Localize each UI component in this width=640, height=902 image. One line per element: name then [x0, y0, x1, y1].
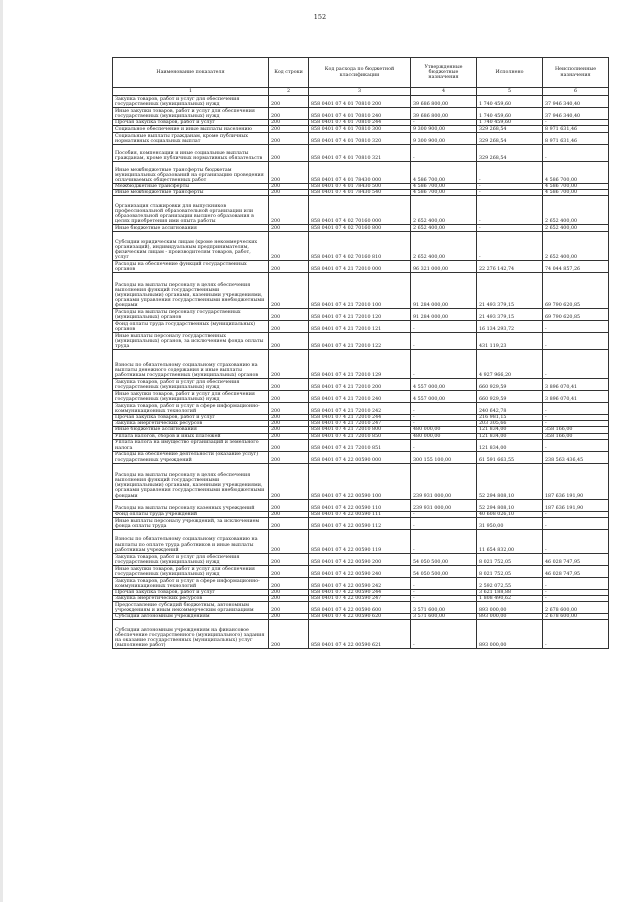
row-line-code: 200 — [269, 145, 309, 162]
row-executed: 203 305,66 — [477, 421, 543, 427]
row-unexecuted: 4 586 700,00 — [543, 184, 609, 190]
row-approved: 480 000,00 — [411, 427, 477, 433]
row-line-code: 200 — [269, 108, 309, 120]
row-unexecuted: 69 790 620,85 — [543, 309, 609, 321]
row-line-code: 200 — [269, 589, 309, 595]
row-name: Расходы на выплаты персоналу в целях обеспечения выполнения функций государственными (муниципальными) органами, казенными учреждениями, органами управления государственными внебюджетными фондами — [113, 273, 269, 309]
row-unexecuted: - — [543, 511, 609, 517]
table-body — [113, 96, 609, 649]
table-row — [113, 620, 609, 649]
row-line-code: 200 — [269, 126, 309, 133]
row-executed: 121 834,00 — [477, 427, 543, 433]
row-executed: 893 000,00 — [477, 613, 543, 619]
row-budget-code: 858 0401 07 4 21 72010 120 — [309, 309, 411, 321]
row-unexecuted: 4 586 700,00 — [543, 190, 609, 196]
row-executed: 21 493 379,15 — [477, 273, 543, 309]
row-executed: 1 740 459,60 — [477, 108, 543, 120]
row-executed: 3 621 188,88 — [477, 589, 543, 595]
row-name: Организация стажировки для выпускников профессиональной образовательной организации или образовательной организации высшего образования в целях приобретения ими опыта работы — [113, 196, 269, 225]
row-line-code: 200 — [269, 162, 309, 184]
row-line-code: 200 — [269, 261, 309, 273]
row-approved: 4 557 000,00 — [411, 391, 477, 403]
row-approved: - — [411, 577, 477, 589]
table-row — [113, 565, 609, 577]
row-approved: 9 300 900,00 — [411, 126, 477, 133]
row-approved: 239 931 000,00 — [411, 499, 477, 511]
row-line-code: 200 — [269, 350, 309, 379]
row-budget-code: 858 0401 07 4 22 00590 247 — [309, 595, 411, 601]
row-line-code: 200 — [269, 463, 309, 499]
row-unexecuted: - — [543, 517, 609, 529]
header-line-code: Код строки — [269, 58, 309, 88]
row-executed: 329 268,54 — [477, 145, 543, 162]
table-row — [113, 232, 609, 261]
table-row — [113, 196, 609, 225]
row-line-code: 200 — [269, 517, 309, 529]
row-budget-code: 858 0401 07 4 22 00590 110 — [309, 499, 411, 511]
row-name: Взносы по обязательному социальному страхованию на выплаты по оплате труда работников и иные выплаты работникам учреждений — [113, 529, 269, 553]
row-budget-code: 858 0401 07 4 01 70810 320 — [309, 133, 411, 145]
table-row — [113, 439, 609, 451]
row-budget-code: 858 0401 07 4 21 72010 122 — [309, 333, 411, 350]
row-executed: 216 981,15 — [477, 415, 543, 421]
row-budget-code: 858 0401 07 4 01 70810 240 — [309, 108, 411, 120]
row-unexecuted: 37 946 340,40 — [543, 96, 609, 108]
row-name: Иные закупки товаров, работ и услуг для обеспечения государственных (муниципальных) нужд — [113, 108, 269, 120]
row-executed: 52 294 808,10 — [477, 463, 543, 499]
row-budget-code: 858 0401 07 4 21 72010 850 — [309, 433, 411, 439]
row-executed: 8 021 752,05 — [477, 553, 543, 565]
row-unexecuted: 74 044 857,26 — [543, 261, 609, 273]
row-name: Иные бюджетные ассигнования — [113, 225, 269, 232]
row-approved: 4 586 700,00 — [411, 162, 477, 184]
row-name: Межбюджетные трансферты — [113, 184, 269, 190]
row-approved: 3 571 600,00 — [411, 601, 477, 613]
scan-edge — [0, 0, 3, 902]
row-executed: - — [477, 196, 543, 225]
row-budget-code: 858 0401 07 4 02 70160 810 — [309, 232, 411, 261]
row-executed: - — [477, 225, 543, 232]
row-unexecuted: 3 896 070,41 — [543, 379, 609, 391]
budget-execution-table — [112, 57, 609, 649]
row-line-code: 200 — [269, 439, 309, 451]
row-approved: 91 284 000,00 — [411, 309, 477, 321]
row-unexecuted: 8 971 631,46 — [543, 133, 609, 145]
row-unexecuted: 238 563 436,45 — [543, 451, 609, 463]
row-line-code: 200 — [269, 96, 309, 108]
row-budget-code: 858 0401 07 4 22 00590 000 — [309, 451, 411, 463]
row-budget-code: 858 0401 07 4 22 00590 244 — [309, 589, 411, 595]
row-executed: - — [477, 184, 543, 190]
row-budget-code: 858 0401 07 4 22 00590 100 — [309, 463, 411, 499]
table-row — [113, 145, 609, 162]
row-approved: - — [411, 415, 477, 421]
row-name: Закупка товаров, работ и услуг для обеспечения государственных (муниципальных) нужд — [113, 379, 269, 391]
row-executed: 2 592 072,55 — [477, 577, 543, 589]
row-budget-code: 858 0401 07 4 21 72010 121 — [309, 321, 411, 333]
row-approved: - — [411, 145, 477, 162]
row-approved: - — [411, 421, 477, 427]
row-approved: 9 300 900,00 — [411, 133, 477, 145]
table-row — [113, 126, 609, 133]
row-unexecuted: 69 790 620,85 — [543, 273, 609, 309]
row-name: Закупка энергетических ресурсов — [113, 421, 269, 427]
row-executed: 4 927 966,20 — [477, 350, 543, 379]
row-executed: 121 834,00 — [477, 439, 543, 451]
row-line-code: 200 — [269, 421, 309, 427]
row-line-code: 200 — [269, 333, 309, 350]
row-budget-code: 858 0401 07 4 21 72010 000 — [309, 261, 411, 273]
row-unexecuted: 187 636 191,90 — [543, 463, 609, 499]
row-name: Уплата налогов, сборов и иных платежей — [113, 433, 269, 439]
row-line-code: 200 — [269, 620, 309, 649]
row-name: Фонд оплаты труда государственных (муниципальных) органов — [113, 321, 269, 333]
row-unexecuted: 46 028 747,95 — [543, 565, 609, 577]
row-approved: - — [411, 439, 477, 451]
row-name: Закупка товаров, работ и услуг для обеспечения государственных (муниципальных) нужд — [113, 553, 269, 565]
row-name: Прочая закупка товаров, работ и услуг — [113, 589, 269, 595]
row-budget-code: 858 0401 07 4 21 72010 247 — [309, 421, 411, 427]
row-executed: 52 294 808,10 — [477, 499, 543, 511]
row-executed: - — [477, 232, 543, 261]
row-name: Прочая закупка товаров, работ и услуг — [113, 120, 269, 126]
column-index: 3 — [309, 88, 411, 96]
row-unexecuted: 4 586 700,00 — [543, 162, 609, 184]
row-approved: 480 000,00 — [411, 433, 477, 439]
table-row — [113, 133, 609, 145]
row-name: Иные выплаты персоналу учреждений, за исключением фонда оплаты труда — [113, 517, 269, 529]
row-line-code: 200 — [269, 595, 309, 601]
row-name: Расходы на обеспечение функций государственных органов — [113, 261, 269, 273]
column-index-row — [113, 88, 609, 96]
row-unexecuted: - — [543, 120, 609, 126]
row-name: Взносы по обязательному социальному страхованию на выплаты денежного содержания и иные выплаты работникам государственных (муниципальных) органов — [113, 350, 269, 379]
row-budget-code: 858 0401 07 4 21 72010 100 — [309, 273, 411, 309]
row-budget-code: 858 0401 07 4 01 70810 321 — [309, 145, 411, 162]
row-budget-code: 858 0401 07 4 01 78430 540 — [309, 190, 411, 196]
table-row — [113, 403, 609, 415]
column-index: 5 — [477, 88, 543, 96]
row-executed: 329 268,54 — [477, 133, 543, 145]
row-name: Социальные выплаты гражданам, кроме публичных нормативных социальных выплат — [113, 133, 269, 145]
row-name: Иные выплаты персоналу государственных (муниципальных) органов, за исключением фонда оплаты труда — [113, 333, 269, 350]
row-budget-code: 858 0401 07 4 01 70810 300 — [309, 126, 411, 133]
row-budget-code: 858 0401 07 4 21 72010 240 — [309, 391, 411, 403]
row-approved: 54 050 500,00 — [411, 565, 477, 577]
table-row — [113, 321, 609, 333]
row-unexecuted: - — [543, 421, 609, 427]
table-row — [113, 350, 609, 379]
row-approved: - — [411, 620, 477, 649]
row-executed: 21 493 379,15 — [477, 309, 543, 321]
row-approved: 91 284 000,00 — [411, 273, 477, 309]
table-row — [113, 309, 609, 321]
row-executed: 893 000,00 — [477, 601, 543, 613]
row-unexecuted: - — [543, 620, 609, 649]
row-budget-code: 858 0401 07 4 21 72010 200 — [309, 379, 411, 391]
row-name: Расходы на выплаты персоналу в целях обеспечения выполнения функций государственными (муниципальными) органами, казенными учреждениями, органами управления государственными внебюджетными фондами — [113, 463, 269, 499]
row-line-code: 200 — [269, 403, 309, 415]
column-index: 1 — [113, 88, 269, 96]
row-line-code: 200 — [269, 499, 309, 511]
row-executed: 22 276 142,74 — [477, 261, 543, 273]
row-approved: - — [411, 350, 477, 379]
row-line-code: 200 — [269, 601, 309, 613]
row-unexecuted: 358 166,00 — [543, 427, 609, 433]
table-row — [113, 379, 609, 391]
row-unexecuted: 2 678 600,00 — [543, 613, 609, 619]
row-executed: 660 929,59 — [477, 379, 543, 391]
row-unexecuted: 2 652 400,00 — [543, 225, 609, 232]
row-line-code: 200 — [269, 565, 309, 577]
row-budget-code: 858 0401 07 4 01 78430 000 — [309, 162, 411, 184]
row-name: Иные закупки товаров, работ и услуг для обеспечения государственных (муниципальных) нужд — [113, 565, 269, 577]
header-name: Наименование показателя — [113, 58, 269, 88]
row-unexecuted: 2 678 600,00 — [543, 601, 609, 613]
row-budget-code: 858 0401 07 4 02 70160 000 — [309, 196, 411, 225]
row-approved: 2 652 400,00 — [411, 196, 477, 225]
row-line-code: 200 — [269, 511, 309, 517]
table-row — [113, 577, 609, 589]
table-row — [113, 601, 609, 613]
row-approved: 300 155 100,00 — [411, 451, 477, 463]
row-name: Закупка товаров, работ и услуг в сфере информационно-коммуникационных технологий — [113, 577, 269, 589]
row-approved: - — [411, 333, 477, 350]
row-unexecuted: 8 971 631,46 — [543, 126, 609, 133]
page-number: 152 — [313, 13, 327, 21]
column-index: 6 — [543, 88, 609, 96]
table-row — [113, 529, 609, 553]
row-approved: 4 557 000,00 — [411, 379, 477, 391]
row-name: Расходы на выплаты персоналу казенных учреждений — [113, 499, 269, 511]
row-budget-code: 858 0401 07 4 22 00590 119 — [309, 529, 411, 553]
row-unexecuted: - — [543, 589, 609, 595]
row-unexecuted: - — [543, 403, 609, 415]
row-line-code: 200 — [269, 133, 309, 145]
row-executed: 1 740 459,60 — [477, 120, 543, 126]
row-approved: - — [411, 120, 477, 126]
table-row — [113, 391, 609, 403]
row-line-code: 200 — [269, 190, 309, 196]
row-executed: 121 834,00 — [477, 433, 543, 439]
row-line-code: 200 — [269, 613, 309, 619]
row-unexecuted: 358 166,00 — [543, 433, 609, 439]
row-unexecuted: 37 946 340,40 — [543, 108, 609, 120]
row-unexecuted: - — [543, 350, 609, 379]
header-budget-code: Код расхода по бюджетной классификации — [309, 58, 411, 88]
row-budget-code: 858 0401 07 4 21 72010 800 — [309, 427, 411, 433]
column-index: 2 — [269, 88, 309, 96]
row-unexecuted: - — [543, 145, 609, 162]
row-budget-code: 858 0401 07 4 22 00590 620 — [309, 613, 411, 619]
row-executed: 431 119,23 — [477, 333, 543, 350]
row-line-code: 200 — [269, 232, 309, 261]
row-budget-code: 858 0401 07 4 02 70160 800 — [309, 225, 411, 232]
row-executed: 61 591 663,55 — [477, 451, 543, 463]
row-unexecuted: - — [543, 333, 609, 350]
row-executed: - — [477, 162, 543, 184]
row-line-code: 200 — [269, 273, 309, 309]
row-budget-code: 858 0401 07 4 22 00590 600 — [309, 601, 411, 613]
row-name: Фонд оплаты труда учреждений — [113, 511, 269, 517]
row-name: Субсидии автономным учреждениям на финансовое обеспечение государственного (муниципального) задания на оказание государственных (муниципальных) услуг (выполнение работ) — [113, 620, 269, 649]
row-unexecuted: - — [543, 439, 609, 451]
row-line-code: 200 — [269, 529, 309, 553]
row-line-code: 200 — [269, 379, 309, 391]
row-executed: 1 740 459,60 — [477, 96, 543, 108]
row-approved: - — [411, 403, 477, 415]
row-approved: 3 571 600,00 — [411, 613, 477, 619]
row-approved: - — [411, 321, 477, 333]
table-row — [113, 333, 609, 350]
row-line-code: 200 — [269, 577, 309, 589]
table-row — [113, 553, 609, 565]
row-line-code: 200 — [269, 184, 309, 190]
table-row — [113, 261, 609, 273]
row-approved: 4 586 700,00 — [411, 184, 477, 190]
row-line-code: 200 — [269, 451, 309, 463]
row-unexecuted: 2 652 400,00 — [543, 232, 609, 261]
table-row — [113, 108, 609, 120]
row-unexecuted: 2 652 400,00 — [543, 196, 609, 225]
row-line-code: 200 — [269, 433, 309, 439]
row-name: Субсидии юридическим лицам (кроме некоммерческих организаций), индивидуальным предпринимателям, физическим лицам - производителям товаров, работ, услуг — [113, 232, 269, 261]
row-unexecuted: 3 896 070,41 — [543, 391, 609, 403]
row-budget-code: 858 0401 07 4 21 72010 129 — [309, 350, 411, 379]
row-name: Расходы на выплаты персоналу государственных (муниципальных) органов — [113, 309, 269, 321]
row-name: Предоставление субсидий бюджетным, автономным учреждениям и иным некоммерческим организациям — [113, 601, 269, 613]
row-budget-code: 858 0401 07 4 21 72010 851 — [309, 439, 411, 451]
row-line-code: 200 — [269, 415, 309, 421]
row-name: Иные бюджетные ассигнования — [113, 427, 269, 433]
row-name: Закупка товаров, работ и услуг в сфере информационно-коммуникационных технологий — [113, 403, 269, 415]
row-line-code: 200 — [269, 196, 309, 225]
row-executed: 16 134 293,72 — [477, 321, 543, 333]
row-line-code: 200 — [269, 391, 309, 403]
row-line-code: 200 — [269, 309, 309, 321]
row-executed: 329 268,54 — [477, 126, 543, 133]
row-approved: 39 686 800,00 — [411, 96, 477, 108]
row-name: Иные закупки товаров, работ и услуг для обеспечения государственных (муниципальных) нужд — [113, 391, 269, 403]
row-approved: - — [411, 589, 477, 595]
row-unexecuted: - — [543, 577, 609, 589]
row-executed: 1 808 490,62 — [477, 595, 543, 601]
row-approved: 2 652 400,00 — [411, 232, 477, 261]
row-approved: - — [411, 517, 477, 529]
row-line-code: 200 — [269, 427, 309, 433]
header-approved: Утвержденные бюджетные назначения — [411, 58, 477, 88]
row-budget-code: 858 0401 07 4 01 70810 200 — [309, 96, 411, 108]
row-executed: 660 929,59 — [477, 391, 543, 403]
row-budget-code: 858 0401 07 4 22 00590 240 — [309, 565, 411, 577]
row-name: Расходы на обеспечение деятельности (оказание услуг) государственных учреждений — [113, 451, 269, 463]
row-executed: 240 642,78 — [477, 403, 543, 415]
row-unexecuted: - — [543, 529, 609, 553]
row-unexecuted: - — [543, 595, 609, 601]
row-budget-code: 858 0401 07 4 01 70810 244 — [309, 120, 411, 126]
row-approved: 39 686 800,00 — [411, 108, 477, 120]
row-executed: 40 608 026,10 — [477, 511, 543, 517]
row-budget-code: 858 0401 07 4 21 72010 244 — [309, 415, 411, 421]
row-approved: - — [411, 511, 477, 517]
row-name: Прочая закупка товаров, работ и услуг — [113, 415, 269, 421]
row-budget-code: 858 0401 07 4 22 00590 112 — [309, 517, 411, 529]
row-name: Иные межбюджетные трансферты — [113, 190, 269, 196]
header-executed: Исполнено — [477, 58, 543, 88]
row-line-code: 200 — [269, 225, 309, 232]
row-unexecuted: - — [543, 415, 609, 421]
table-row — [113, 273, 609, 309]
row-line-code: 200 — [269, 120, 309, 126]
row-name: Пособия, компенсации и иные социальные выплаты гражданам, кроме публичных нормативных обязательств — [113, 145, 269, 162]
row-name: Социальное обеспечение и иные выплаты населению — [113, 126, 269, 133]
row-line-code: 200 — [269, 553, 309, 565]
row-executed: 11 654 832,00 — [477, 529, 543, 553]
row-unexecuted: 46 028 747,95 — [543, 553, 609, 565]
row-name: Субсидии автономным учреждениям — [113, 613, 269, 619]
row-name: Иные межбюджетные трансферты бюджетам муниципальных образований на организацию проведения оплачиваемых общественных работ — [113, 162, 269, 184]
row-budget-code: 858 0401 07 4 21 72010 242 — [309, 403, 411, 415]
row-executed: 893 000,00 — [477, 620, 543, 649]
row-unexecuted: 187 636 191,90 — [543, 499, 609, 511]
row-budget-code: 858 0401 07 4 22 00590 111 — [309, 511, 411, 517]
row-executed: 8 021 752,05 — [477, 565, 543, 577]
row-budget-code: 858 0401 07 4 22 00590 200 — [309, 553, 411, 565]
row-name: Закупка товаров, работ и услуг для обеспечения государственных (муниципальных) нужд — [113, 96, 269, 108]
row-approved: 4 586 700,00 — [411, 190, 477, 196]
row-executed: - — [477, 190, 543, 196]
table-row — [113, 463, 609, 499]
table-row — [113, 499, 609, 511]
row-name: Закупка энергетических ресурсов — [113, 595, 269, 601]
table-row — [113, 162, 609, 184]
row-unexecuted: - — [543, 321, 609, 333]
row-budget-code: 858 0401 07 4 22 00590 621 — [309, 620, 411, 649]
row-budget-code: 858 0401 07 4 01 78430 500 — [309, 184, 411, 190]
row-approved: - — [411, 595, 477, 601]
header-row — [113, 58, 609, 88]
row-executed: 31 950,00 — [477, 517, 543, 529]
row-approved: 239 931 000,00 — [411, 463, 477, 499]
row-approved: 54 050 500,00 — [411, 553, 477, 565]
row-line-code: 200 — [269, 321, 309, 333]
row-budget-code: 858 0401 07 4 22 00590 242 — [309, 577, 411, 589]
table-row — [113, 225, 609, 232]
row-name: Уплата налога на имущество организаций и земельного налога — [113, 439, 269, 451]
header-unexecuted: Неисполненные назначения — [543, 58, 609, 88]
column-index: 4 — [411, 88, 477, 96]
row-approved: 2 652 400,00 — [411, 225, 477, 232]
row-approved: - — [411, 529, 477, 553]
row-approved: 96 321 000,00 — [411, 261, 477, 273]
table-row — [113, 96, 609, 108]
table-row — [113, 451, 609, 463]
table-row — [113, 517, 609, 529]
